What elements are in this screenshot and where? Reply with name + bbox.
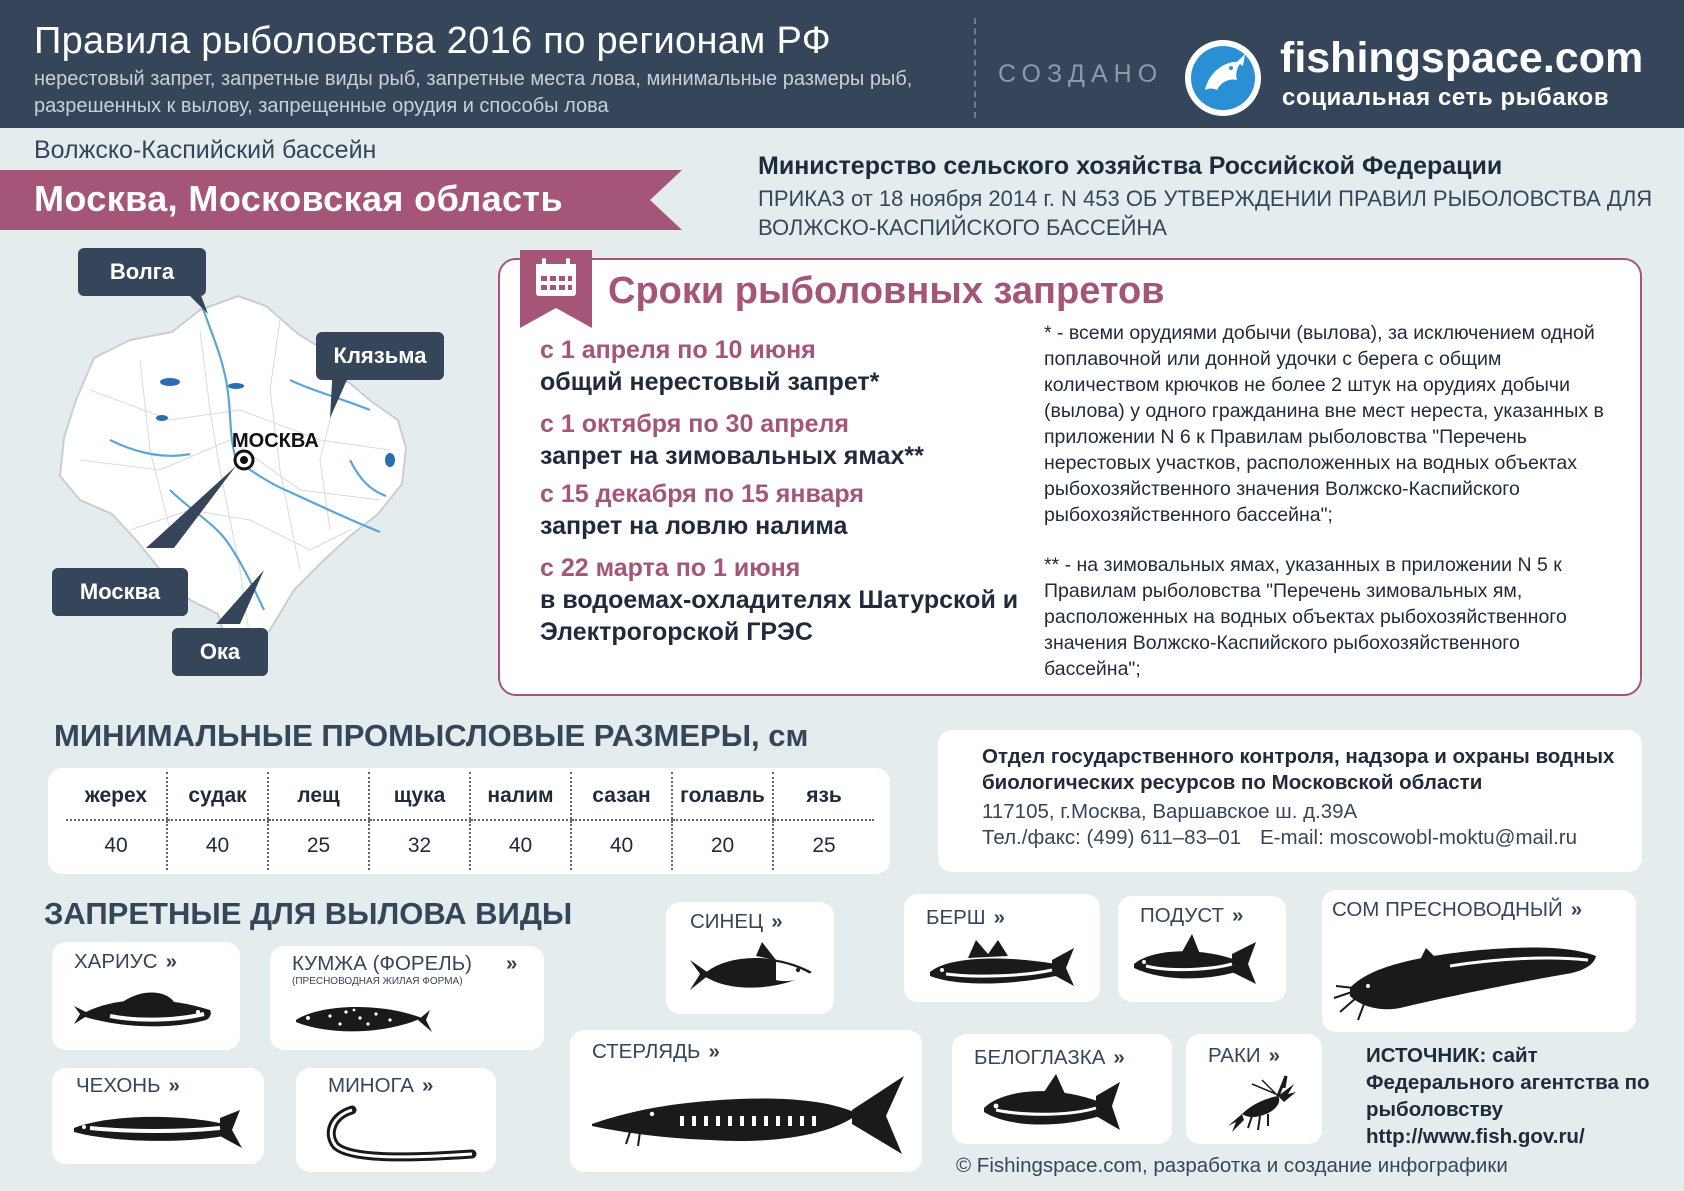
map-tag-volga: Волга <box>78 248 206 296</box>
map-tag-moskva: Москва <box>52 568 188 616</box>
calendar-icon <box>520 250 592 328</box>
size-value: 40 <box>571 820 672 870</box>
chevron-right-icon: » <box>708 1040 720 1063</box>
forbidden-title: ЗАПРЕТНЫЕ ДЛЯ ВЫЛОВА ВИДЫ <box>44 896 573 931</box>
crayfish-icon <box>1222 1074 1298 1134</box>
size-fish-name: налим <box>470 772 571 820</box>
size-value: 20 <box>672 820 773 870</box>
sizes-value-row <box>66 820 874 870</box>
species-label-sterlyad: СТЕРЛЯДЬ » <box>592 1040 720 1063</box>
header-divider <box>974 18 976 118</box>
contact-email[interactable]: E-mail: moscowobl-moktu@mail.ru <box>1260 826 1577 849</box>
size-fish-name: сазан <box>571 772 672 820</box>
order-text: ПРИКАЗ от 18 ноября 2014 г. N 453 ОБ УТВЕРЖДЕНИИ ПРАВИЛ РЫБОЛОВСТВА ДЛЯ ВОЛЖСКО-КАСПИЙСКОГО БАССЕЙНА <box>758 186 1653 240</box>
species-label-harius: ХАРИУС » <box>74 950 177 973</box>
ministry-name: Министерство сельского хозяйства Российской Федерации <box>758 152 1503 180</box>
size-fish-name: лещ <box>268 772 369 820</box>
size-value: 32 <box>369 820 470 870</box>
som-fish-icon <box>1330 926 1600 1026</box>
kumzha-fish-icon <box>290 992 440 1046</box>
species-label-chehon: ЧЕХОНЬ » <box>76 1074 180 1097</box>
chevron-right-icon: » <box>1113 1046 1125 1069</box>
sinec-fish-icon <box>686 940 818 1006</box>
size-fish-name: судак <box>167 772 268 820</box>
chevron-right-icon: » <box>165 950 177 973</box>
sizes-table <box>66 772 874 870</box>
size-value: 25 <box>268 820 369 870</box>
contact-org: Отдел государственного контроля, надзора и охраны водных биологических ресурсов по Московской области <box>982 745 1615 794</box>
map-tag-klyazma: Клязьма <box>316 332 444 380</box>
ban-date-1: с 1 апреля по 10 июня <box>540 336 816 364</box>
ban-desc-4: в водоемах-охладителях Шатурской и Электрогорской ГРЭС <box>540 586 1019 646</box>
size-value: 25 <box>773 820 874 870</box>
bans-title: Сроки рыболовных запретов <box>608 270 1165 312</box>
species-label-bersh: БЕРШ » <box>926 906 1005 929</box>
source-text: ИСТОЧНИК: сайт Федерального агентства по рыболовству http://www.fish.gov.ru/ <box>1366 1044 1650 1148</box>
chevron-right-icon: » <box>506 952 518 975</box>
brand-tagline: социальная сеть рыбаков <box>1282 84 1610 111</box>
minoga-fish-icon <box>312 1100 480 1166</box>
sizes-title: МИНИМАЛЬНЫЕ ПРОМЫСЛОВЫЕ РАЗМЕРЫ, см <box>54 718 809 753</box>
size-fish-name: голавль <box>672 772 773 820</box>
belogolazka-fish-icon <box>980 1074 1122 1138</box>
ban-date-2: с 1 октября по 30 апреля <box>540 410 849 438</box>
size-value: 40 <box>167 820 268 870</box>
species-label-belogolazka: БЕЛОГЛАЗКА » <box>974 1046 1125 1069</box>
basin-label: Волжско-Каспийский бассейн <box>34 136 377 164</box>
ban-date-4: с 22 марта по 1 июня <box>540 554 801 582</box>
chevron-right-icon: » <box>993 906 1005 929</box>
ban-note-1: * - всеми орудиями добычи (вылова), за исключением одной поплавочной или донной удочки с берега с общим количеством крючков не более 2 штук на орудиях добычи (вылова) у одного гражданина вне мест нереста, указанных в приложении N 6 к Правилам рыболовства "Перечень нерестовых участков, расположенных на водных объектах рыбохозяйственного значения Волжско-Каспийского рыбохозяйственного бассейна"; <box>1044 322 1604 526</box>
bersh-fish-icon <box>926 936 1076 992</box>
created-label: СОЗДАНО <box>998 60 1164 88</box>
sterlyad-fish-icon <box>590 1070 908 1160</box>
chehon-fish-icon <box>70 1104 246 1154</box>
ban-note-2: ** - на зимовальных ямах, указанных в приложении N 5 к Правилам рыболовства "Перечень зимовальных ям, расположенных на водных объектах рыбохозяйственного значения Волжско-Каспийского рыбохозяйственного бассейна"; <box>1044 554 1567 680</box>
ban-desc-2: запрет на зимовальных ямах** <box>540 442 924 470</box>
species-label-sinec: СИНЕЦ » <box>690 910 783 933</box>
chevron-right-icon: » <box>168 1074 180 1097</box>
contact-phone: Тел./факс: (499) 611–83–01 <box>982 826 1242 849</box>
contact-address: 117105, г.Москва, Варшавское ш. д.39А <box>982 800 1358 823</box>
species-label-raki: РАКИ » <box>1208 1044 1281 1067</box>
sizes-header-row <box>66 772 874 820</box>
ban-desc-1: общий нерестовый запрет* <box>540 368 880 396</box>
chevron-right-icon: » <box>1570 898 1583 921</box>
size-value: 40 <box>104 833 128 857</box>
size-value: 40 <box>470 820 571 870</box>
page-title: Правила рыболовства 2016 по регионам РФ <box>34 20 831 62</box>
chevron-right-icon: » <box>771 910 783 933</box>
fish-logo-icon[interactable] <box>1183 38 1263 118</box>
ban-desc-3: запрет на ловлю налима <box>540 512 848 540</box>
page-subtitle: нерестовый запрет, запретные виды рыб, запретные места лова, минимальные размеры рыб, разрешенных к вылову, запрещенные орудия и способы лова <box>34 68 913 117</box>
harius-fish-icon <box>70 984 220 1040</box>
map-tag-oka: Ока <box>172 628 268 676</box>
species-label-som: СОМ ПРЕСНОВОДНЫЙ » <box>1332 898 1583 921</box>
species-sublabel-kumzha: (ПРЕСНОВОДНАЯ ЖИЛАЯ ФОРМА) <box>292 976 463 987</box>
size-fish-name: жерех <box>66 772 167 820</box>
species-label-kumzha: КУМЖА (ФОРЕЛЬ) <box>292 952 473 975</box>
species-label-minoga: МИНОГА » <box>328 1074 434 1097</box>
map-city-label: МОСКВА <box>232 430 319 452</box>
copyright-text: © Fishingspace.com, разработка и создание инфографики <box>956 1154 1508 1177</box>
brand-name[interactable]: fishingspace.com <box>1280 34 1644 82</box>
chevron-right-icon: » <box>1268 1044 1281 1067</box>
region-name: Москва, Московская область <box>34 178 563 219</box>
chevron-right-icon: » <box>1232 904 1244 927</box>
podust-fish-icon <box>1130 932 1258 992</box>
size-fish-name: щука <box>369 772 470 820</box>
size-fish-name: язь <box>773 772 874 820</box>
chevron-right-icon: » <box>421 1074 434 1097</box>
species-label-podust: ПОДУСТ » <box>1140 904 1244 927</box>
ban-date-3: с 15 декабря по 15 января <box>540 480 864 508</box>
